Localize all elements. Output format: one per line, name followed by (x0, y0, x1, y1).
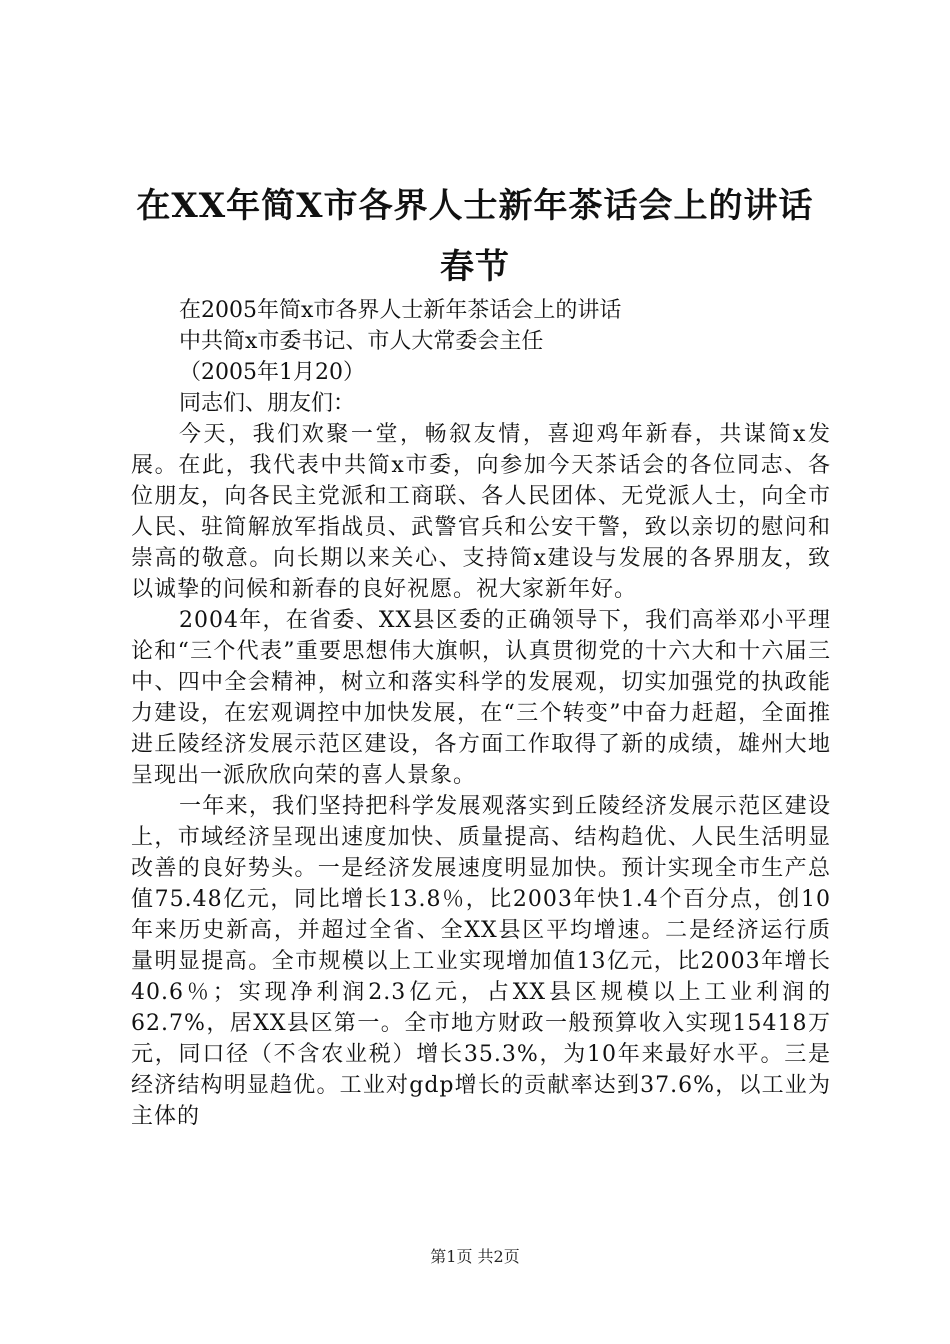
document-body (131, 295, 831, 1132)
document-subtitle: 春节 (440, 247, 510, 287)
salutation-line: 同志们、朋友们： (179, 391, 356, 416)
page-footer: 第1页 共2页 (430, 1247, 520, 1266)
speech-title-line: 在2005年简x市各界人士新年茶话会上的讲话 (179, 298, 622, 323)
date-line: （2005年1月20） (179, 360, 365, 385)
paragraph: 今天，我们欢聚一堂，畅叙友情，喜迎鸡年新春，共谋简x发展。在此，我代表中共简x市委，向参加今天茶话会的各位同志、各位朋友，向各民主党派和工商联、各人民团体、无党派人士，向全市人民、驻简解放军指战员、武警官兵和公安干警，致以亲切的慰问和崇高的敬意。向长期以来关心、支持简x建设与发展的各界朋友，致以诚挚的问候和新春的良好祝愿。祝大家新年好。 (131, 422, 831, 602)
speaker-line: 中共简x市委书记、市人大常委会主任 (179, 329, 544, 354)
paragraph: 一年来，我们坚持把科学发展观落实到丘陵经济发展示范区建设上，市域经济呈现出速度加快、质量提高、结构趋优、人民生活明显改善的良好势头。一是经济发展速度明显加快。预计实现全市生产总值75.48亿元，同比增长13.8％，比2003年快1.4个百分点，创10年来历史新高，并超过全省、全XX县区平均增速。二是经济运行质量明显提高。全市规模以上工业实现增加值13亿元，比2003年增长40.6％；实现净利润2.3亿元，占XX县区规模以上工业利润的62.7%，居XX县区第一。全市地方财政一般预算收入实现15418万元，同口径（不含农业税）增长35.3%，为10年来最好水平。三是经济结构明显趋优。工业对gdp增长的贡献率达到37.6%，以工业为主体的 (131, 794, 831, 1129)
document-title: 在XX年简X市各界人士新年茶话会上的讲话 (136, 186, 814, 226)
paragraph: 2004年，在省委、XX县区委的正确领导下，我们高举邓小平理论和“三个代表”重要思想伟大旗帜，认真贯彻党的十六大和十六届三中、四中全会精神，树立和落实科学的发展观，切实加强党的执政能力建设，在宏观调控中加快发展，在“三个转变”中奋力赶超，全面推进丘陵经济发展示范区建设，各方面工作取得了新的成绩，雄州大地呈现出一派欣欣向荣的喜人景象。 (131, 608, 831, 788)
